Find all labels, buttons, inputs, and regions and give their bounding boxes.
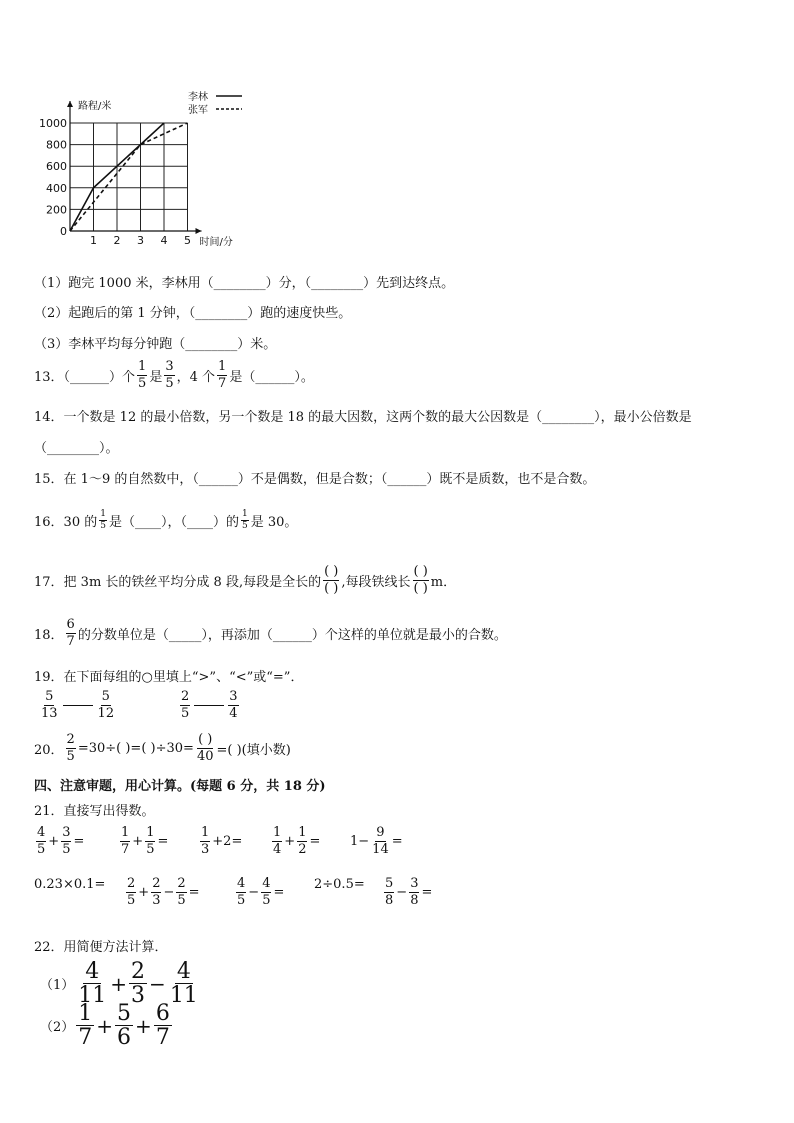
numerator: 2 bbox=[66, 732, 75, 747]
denominator: 3 bbox=[152, 892, 161, 908]
numerator: 1 bbox=[78, 1001, 93, 1026]
fraction bbox=[413, 565, 429, 595]
numerator: 9 bbox=[376, 825, 385, 840]
numerator: 3 bbox=[410, 876, 419, 891]
numerator: 2 bbox=[152, 876, 161, 891]
numerator: 1 bbox=[146, 825, 155, 840]
expression-text: + bbox=[138, 884, 150, 900]
q17-text-c: m． bbox=[430, 574, 457, 590]
calc-item bbox=[350, 826, 403, 856]
x-tick-label: 4 bbox=[160, 234, 168, 247]
denominator: 3 bbox=[131, 983, 146, 1009]
fraction bbox=[126, 877, 136, 907]
fraction bbox=[261, 877, 271, 907]
q18-text-a: 18． bbox=[34, 627, 64, 643]
denominator: 4 bbox=[273, 841, 282, 857]
y-axis-label: 路程/米 bbox=[78, 101, 112, 112]
expression-text: = bbox=[309, 833, 321, 849]
distance-time-chart bbox=[30, 86, 260, 256]
q16-text-a: 16．30 的 bbox=[34, 515, 98, 531]
calc-item bbox=[198, 826, 242, 856]
fraction bbox=[228, 690, 238, 720]
denominator: 2 bbox=[298, 841, 307, 857]
expression-text: − bbox=[163, 884, 175, 900]
expression bbox=[74, 1002, 174, 1049]
y-tick-label: 1000 bbox=[39, 117, 67, 130]
numerator: 1 bbox=[99, 510, 107, 521]
calc-item bbox=[34, 877, 105, 892]
fraction bbox=[164, 360, 174, 390]
expression-text: 2÷0.5= bbox=[314, 877, 365, 892]
question-17 bbox=[34, 565, 456, 595]
numerator: 4 bbox=[237, 876, 246, 891]
question-19-title: 19．在下面每组的○里填上“>”、“<”或“=”． bbox=[34, 670, 304, 685]
denominator: 7 bbox=[155, 1025, 170, 1051]
fraction bbox=[61, 826, 71, 856]
denominator: 7 bbox=[66, 633, 75, 649]
legend-label: 李林 bbox=[188, 92, 208, 103]
numerator: ( ) bbox=[198, 732, 213, 747]
expression-text: + bbox=[48, 833, 60, 849]
q16-text-c: 是 30。 bbox=[250, 515, 298, 531]
q19-group-2 bbox=[178, 690, 241, 720]
denominator: 11 bbox=[78, 983, 107, 1009]
denominator: 5 bbox=[37, 841, 46, 857]
denominator: 8 bbox=[385, 892, 394, 908]
compare-blank[interactable] bbox=[63, 705, 93, 706]
denominator: 5 bbox=[181, 705, 190, 721]
fraction bbox=[409, 877, 419, 907]
expression-text: + bbox=[96, 1013, 114, 1038]
fraction bbox=[176, 877, 186, 907]
denominator: 3 bbox=[201, 841, 210, 857]
fraction bbox=[384, 877, 394, 907]
denominator: 13 bbox=[41, 705, 58, 721]
q19-group-1 bbox=[38, 690, 117, 720]
numerator: 5 bbox=[385, 876, 394, 891]
question-13 bbox=[34, 360, 314, 390]
fraction bbox=[217, 360, 227, 390]
fraction bbox=[371, 826, 390, 856]
q20-text-c: =( )(填小数) bbox=[216, 742, 291, 758]
expression bbox=[74, 960, 202, 1007]
expression-text: +2= bbox=[212, 833, 243, 849]
expression-text: + bbox=[110, 971, 128, 996]
q17-text-a: 17．把 3m 长的铁丝平均分成 8 段,每段是全长的 bbox=[34, 574, 322, 590]
calc-item bbox=[382, 877, 432, 907]
denominator: ( ) bbox=[324, 580, 339, 596]
expression-text: 1− bbox=[350, 833, 370, 849]
fraction bbox=[40, 690, 59, 720]
y-tick-label: 400 bbox=[46, 181, 67, 195]
numerator: 1 bbox=[201, 825, 210, 840]
numerator: 1 bbox=[241, 510, 249, 521]
numerator: 5 bbox=[101, 689, 110, 704]
calc-item bbox=[234, 877, 284, 907]
fraction bbox=[323, 565, 339, 595]
question-14-line2: （________）。 bbox=[34, 441, 119, 456]
fraction bbox=[154, 1002, 172, 1049]
question-20 bbox=[34, 733, 291, 763]
y-axis-arrow bbox=[67, 101, 73, 107]
expression-text: = bbox=[391, 833, 403, 849]
calc-item bbox=[118, 826, 168, 856]
numerator: 6 bbox=[155, 1001, 170, 1026]
q13-text-d: 是（______）。 bbox=[229, 369, 314, 385]
numerator: 1 bbox=[273, 825, 282, 840]
denominator: ( ) bbox=[413, 580, 428, 596]
denominator: 6 bbox=[117, 1025, 132, 1051]
denominator: 5 bbox=[165, 375, 174, 391]
numerator: 1 bbox=[298, 825, 307, 840]
calc-item bbox=[270, 826, 320, 856]
denominator: 5 bbox=[237, 892, 246, 908]
fraction bbox=[241, 510, 249, 532]
series-line-2 bbox=[70, 123, 188, 231]
numerator: 3 bbox=[229, 689, 238, 704]
fraction bbox=[151, 877, 161, 907]
calc-item bbox=[34, 826, 84, 856]
fraction bbox=[272, 826, 282, 856]
compare-blank[interactable] bbox=[194, 705, 224, 706]
q17-text-b: ,每段铁线长 bbox=[341, 574, 411, 590]
question-21-title: 21．直接写出得数。 bbox=[34, 804, 155, 819]
fraction bbox=[145, 826, 155, 856]
question-14-line1: 14．一个数是 12 的最小倍数，另一个数是 18 的最大因数，这两个数的最大公因数是（________），最小公倍数是 bbox=[34, 410, 692, 425]
numerator: 4 bbox=[262, 876, 271, 891]
denominator: 5 bbox=[62, 841, 71, 857]
fraction bbox=[297, 826, 307, 856]
question-15: 15．在 1～9 的自然数中，（______）不是偶数，但是合数；（______）既不是质数，也不是合数。 bbox=[34, 472, 596, 487]
q13-text-b: 是 bbox=[149, 369, 163, 385]
numerator: 1 bbox=[138, 359, 147, 374]
fraction bbox=[66, 618, 76, 648]
question-18 bbox=[34, 618, 507, 648]
expression-text: = bbox=[157, 833, 169, 849]
expression-text: 0.23×0.1= bbox=[34, 877, 106, 892]
fraction bbox=[66, 733, 76, 763]
q18-text-b: 的分数单位是（_____），再添加（______）个这样的单位就是最小的合数。 bbox=[77, 627, 507, 643]
y-tick-label: 200 bbox=[46, 203, 67, 217]
numerator: 2 bbox=[177, 876, 186, 891]
denominator: 7 bbox=[121, 841, 130, 857]
q22-part-2 bbox=[40, 1002, 174, 1049]
denominator: 5 bbox=[66, 748, 75, 764]
x-axis-label: 时间/分 bbox=[199, 237, 233, 248]
numerator: 1 bbox=[121, 825, 130, 840]
numerator: 4 bbox=[176, 959, 191, 984]
q12-part2: （2）起跑后的第 1 分钟，（________）跑的速度快些。 bbox=[34, 306, 352, 321]
x-axis-arrow bbox=[196, 228, 202, 234]
legend-label: 张军 bbox=[188, 105, 208, 116]
expression-text: + bbox=[135, 1013, 152, 1038]
fraction bbox=[76, 1002, 94, 1049]
question-22-title: 22．用简便方法计算． bbox=[34, 940, 168, 955]
expression-text: − bbox=[396, 884, 408, 900]
calc-item bbox=[314, 877, 365, 892]
q16-text-b: 是（____），（____）的 bbox=[108, 515, 239, 531]
fraction bbox=[137, 360, 147, 390]
numerator: 3 bbox=[62, 825, 71, 840]
numerator: 5 bbox=[117, 1001, 132, 1026]
denominator: 14 bbox=[372, 841, 389, 857]
denominator: 5 bbox=[262, 892, 271, 908]
fraction bbox=[99, 510, 107, 532]
expression-text: − bbox=[149, 971, 166, 996]
sub-question-label: （1） bbox=[40, 978, 75, 994]
x-tick-label: 2 bbox=[113, 234, 121, 247]
denominator: 5 bbox=[100, 521, 106, 532]
q12-part1: （1）跑完 1000 米，李林用（________）分，（________）先到达终点。 bbox=[34, 276, 455, 291]
fraction bbox=[236, 877, 246, 907]
denominator: 12 bbox=[97, 705, 115, 721]
denominator: 5 bbox=[146, 841, 155, 857]
y-tick-label: 600 bbox=[46, 160, 67, 174]
expression-text: + bbox=[284, 833, 296, 849]
denominator: 5 bbox=[127, 892, 136, 908]
x-tick-label: 1 bbox=[90, 234, 97, 247]
fraction bbox=[129, 960, 147, 1007]
numerator: 2 bbox=[127, 876, 136, 891]
expression-text: − bbox=[248, 884, 260, 900]
numerator: 3 bbox=[165, 359, 174, 374]
denominator: 5 bbox=[138, 375, 147, 391]
y-tick-label: 800 bbox=[46, 138, 67, 152]
numerator: ( ) bbox=[324, 564, 339, 579]
sub-question-label: （2） bbox=[40, 1020, 75, 1036]
fraction bbox=[97, 690, 116, 720]
denominator: 7 bbox=[218, 375, 227, 391]
fraction bbox=[120, 826, 130, 856]
q12-part3: （3）李林平均每分钟跑（________）米。 bbox=[34, 337, 277, 352]
section-4-heading: 四、注意审题，用心计算。(每题 6 分，共 18 分) bbox=[34, 779, 326, 794]
question-16 bbox=[34, 510, 297, 532]
numerator: ( ) bbox=[413, 564, 428, 579]
expression-text: + bbox=[132, 833, 144, 849]
calc-item bbox=[124, 877, 200, 907]
denominator: 11 bbox=[169, 983, 198, 1009]
x-tick-label: 5 bbox=[184, 234, 191, 247]
denominator: 40 bbox=[196, 748, 214, 764]
x-tick-label: 3 bbox=[137, 234, 144, 247]
y-tick-label: 0 bbox=[60, 225, 67, 238]
fraction bbox=[180, 690, 190, 720]
numerator: 5 bbox=[45, 689, 54, 704]
expression-text: = bbox=[188, 884, 200, 900]
denominator: 7 bbox=[78, 1025, 93, 1051]
numerator: 4 bbox=[85, 959, 100, 984]
expression-text: = bbox=[421, 884, 433, 900]
expression-text: = bbox=[273, 884, 285, 900]
numerator: 4 bbox=[37, 825, 46, 840]
numerator: 1 bbox=[218, 359, 227, 374]
q13-text-a: 13．（______）个 bbox=[34, 369, 136, 385]
numerator: 2 bbox=[181, 689, 190, 704]
fraction bbox=[115, 1002, 133, 1049]
fraction bbox=[168, 960, 200, 1007]
q13-text-c: ，4 个 bbox=[176, 369, 216, 385]
denominator: 5 bbox=[241, 521, 248, 532]
expression-text: = bbox=[73, 833, 85, 849]
denominator: 5 bbox=[177, 892, 186, 908]
fraction bbox=[200, 826, 210, 856]
numerator: 6 bbox=[66, 617, 75, 632]
fraction bbox=[196, 733, 215, 763]
numerator: 2 bbox=[131, 959, 146, 984]
denominator: 4 bbox=[229, 705, 238, 721]
denominator: 8 bbox=[410, 892, 419, 908]
q20-text-a: 20． bbox=[34, 742, 64, 758]
q20-text-b: =30÷( )=( )÷30= bbox=[77, 740, 194, 756]
fraction bbox=[36, 826, 46, 856]
